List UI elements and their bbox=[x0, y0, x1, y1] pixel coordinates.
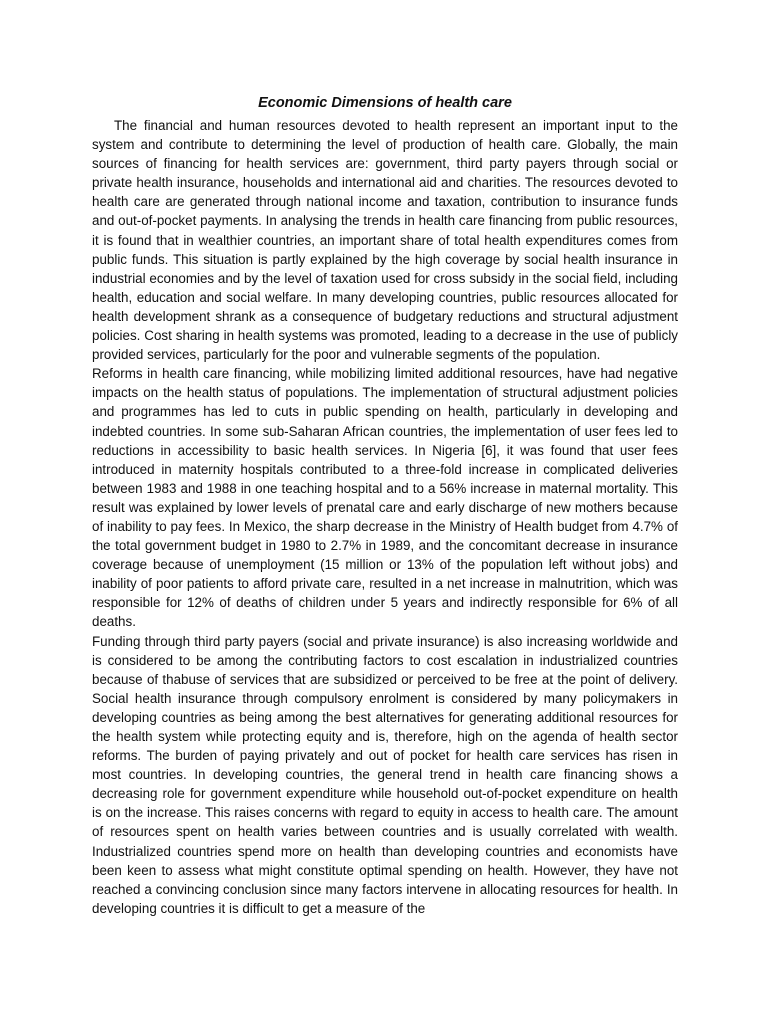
document-page bbox=[92, 93, 678, 918]
document-title: Economic Dimensions of health care bbox=[258, 95, 512, 111]
paragraph-financing-reforms: Reforms in health care financing, while mobilizing limited additional resources, have had negative impacts on the health status of populations. The implementation of structural adjustment policies and programmes has led to cuts in public spending on health, particularly in developing and indebted countries. In some sub-Saharan African countries, the implementation of user fees led to reductions in accessibility to basic health services. In Nigeria [6], it was found that user fees introduced in maternity hospitals contributed to a three-fold increase in complicated deliveries between 1983 and 1988 in one teaching hospital and to a 56% increase in maternal mortality. This result was explained by lower levels of prenatal care and early discharge of new mothers because of inability to pay fees. In Mexico, the sharp decrease in the Ministry of Health budget from 4.7% of the total government budget in 1980 to 2.7% in 1989, and the concomitant decrease in insurance coverage because of unemployment (15 million or 13% of the population left without jobs) and inability of poor patients to afford private care, resulted in a net increase in malnutrition, which was responsible for 12% of deaths of children under 5 years and indirectly responsible for 6% of all deaths. bbox=[92, 366, 678, 630]
paragraph-third-party-payers: Funding through third party payers (social and private insurance) is also increasing worldwide and is considered to be among the contributing factors to cost escalation in industrialized countries because of thabuse of services that are subsidized or perceived to be free at the point of delivery. Social health insurance through compulsory enrolment is considered by many policymakers in developing countries as being among the best alternatives for generating additional resources for the health system while protecting equity and is, therefore, high on the agenda of health sector reforms. The burden of paying privately and out of pocket for health care services has risen in most countries. In developing countries, the general trend in health care financing shows a decreasing role for government expenditure while household out-of-pocket expenditure on health is on the increase. This raises concerns with regard to equity in access to health care. The amount of resources spent on health varies between countries and is usually correlated with wealth. Industrialized countries spend more on health than developing countries and economists have been keen to assess what might constitute optimal spending on health. However, they have not reached a convincing conclusion since many factors intervene in allocating resources for health. In developing countries it is difficult to get a measure of the bbox=[92, 633, 678, 916]
paragraph-health-financing-sources: The financial and human resources devoted to health represent an important input to the system and contribute to determining the level of production of health care. Globally, the main sources of financing for health services are: government, third party payers through social or private health insurance, households and international aid and charities. The resources devoted to health care are generated through national income and taxation, contribution to insurance funds and out-of-pocket payments. In analysing the trends in health care financing from public resources, it is found that in wealthier countries, an important share of total health expenditures comes from public funds. This situation is partly explained by the high coverage by social health insurance in industrial economies and by the level of taxation used for cross subsidy in the social field, including health, education and social welfare. In many developing countries, public resources allocated for health development shrank as a consequence of budgetary reductions and structural adjustment policies. Cost sharing in health systems was promoted, leading to a decrease in the use of publicly provided services, particularly for the poor and vulnerable segments of the population. bbox=[92, 118, 678, 363]
